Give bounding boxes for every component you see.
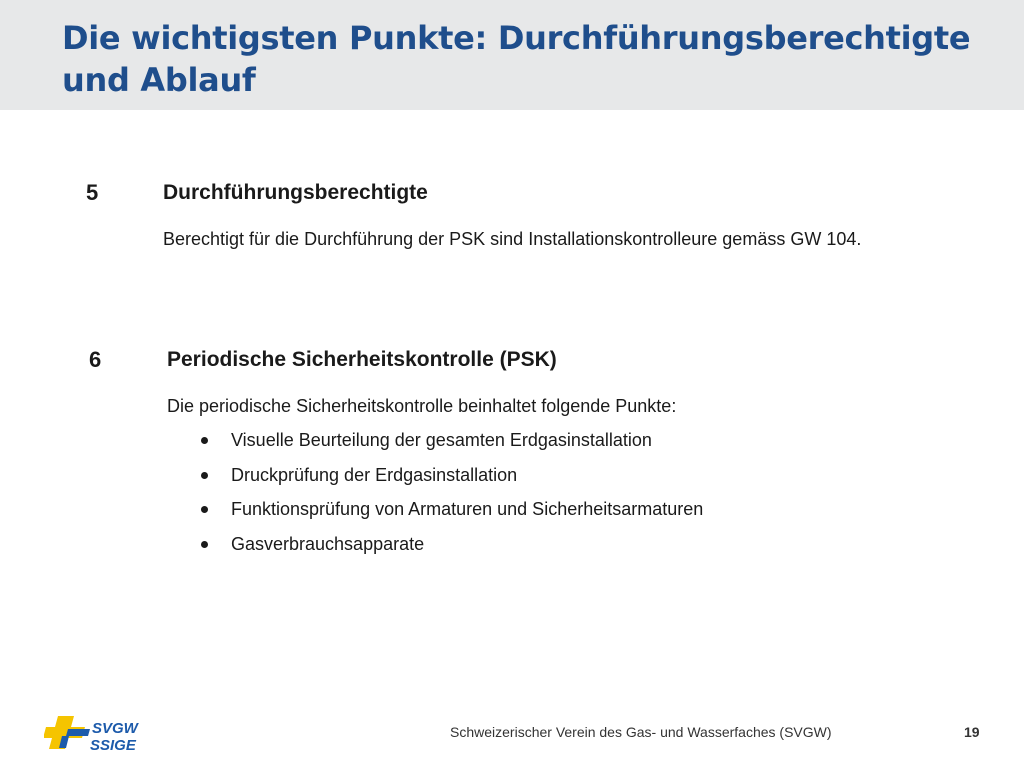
logo-text-line1: SVGW bbox=[92, 720, 138, 737]
section-text: Berechtigt für die Durchführung der PSK sind Installationskontrolleure gemäss GW 104. bbox=[163, 229, 862, 249]
title-bar bbox=[0, 0, 1024, 110]
bullet-icon bbox=[201, 437, 208, 444]
logo-text-line2: SSIGE bbox=[90, 737, 136, 754]
bullet-icon bbox=[201, 472, 208, 479]
footer-organization: Schweizerischer Verein des Gas- und Wasserfaches (SVGW) bbox=[450, 724, 832, 740]
svgw-logo bbox=[44, 712, 156, 756]
list-item-text: Funktionsprüfung von Armaturen und Sicherheitsarmaturen bbox=[231, 499, 704, 519]
bullet-icon bbox=[201, 506, 208, 513]
list-item-text: Visuelle Beurteilung der gesamten Erdgasinstallation bbox=[231, 430, 652, 450]
page-number: 19 bbox=[964, 724, 980, 740]
slide-title: Die wichtigsten Punkte: Durchführungsberechtigte und Ablauf bbox=[62, 19, 971, 99]
list-item-text: Gasverbrauchsapparate bbox=[231, 533, 425, 554]
list-item-text: Druckprüfung der Erdgasinstallation bbox=[231, 464, 518, 485]
section-number: 5 bbox=[86, 180, 99, 205]
logo-band-blue bbox=[66, 729, 90, 736]
section-number: 6 bbox=[89, 347, 102, 372]
bullet-icon bbox=[201, 541, 208, 548]
section-intro: Die periodische Sicherheitskontrolle beinhaltet folgende Punkte: bbox=[167, 396, 677, 416]
section-heading: Periodische Sicherheitskontrolle (PSK) bbox=[167, 348, 557, 371]
section-heading: Durchführungsberechtigte bbox=[163, 181, 428, 204]
